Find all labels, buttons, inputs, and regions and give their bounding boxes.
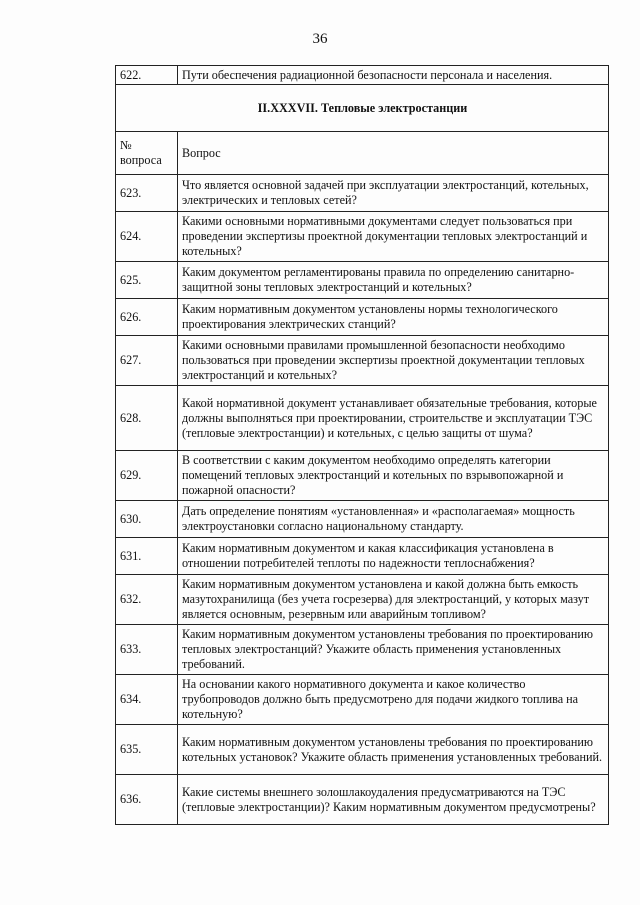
column-header-row (116, 132, 609, 175)
table-row (116, 299, 609, 336)
table-row (116, 501, 609, 538)
question-number: 634. (116, 675, 178, 725)
questions-table (115, 65, 609, 825)
column-header-question: Вопрос (178, 132, 609, 175)
question-text: Каким нормативным документом установлена и какой должна быть емкость мазутохранилища (без учета госрезерва) для электростанций, у которых мазут является основным, резервным или аварийным топливом? (178, 575, 609, 625)
question-text: Дать определение понятиям «установленная» и «располагаемая» мощность электроустановки согласно национальному стандарту. (178, 501, 609, 538)
question-number: 626. (116, 299, 178, 336)
question-text: В соответствии с каким документом необходимо определять категории помещений тепловых электростанций и котельных по взрывопожарной и пожарной опасности? (178, 451, 609, 501)
question-number: 628. (116, 386, 178, 451)
question-text: Пути обеспечения радиационной безопасности персонала и населения. (178, 66, 609, 85)
table-row (116, 386, 609, 451)
question-text: Каким документом регламентированы правила по определению санитарно-защитной зоны тепловых электростанций и котельных? (178, 262, 609, 299)
section-header-row (116, 85, 609, 132)
table-row (116, 725, 609, 775)
table-row (116, 262, 609, 299)
question-number: 624. (116, 212, 178, 262)
question-text: Каким нормативным документом и какая классификация установлена в отношении потребителей теплоты по надежности теплоснабжения? (178, 538, 609, 575)
table-row (116, 675, 609, 725)
question-text: Какими основными правилами промышленной безопасности необходимо пользоваться при проведении экспертизы проектной документации тепловых электростанций и котельных? (178, 336, 609, 386)
question-number: 632. (116, 575, 178, 625)
section-title: II.XXXVII. Тепловые электростанции (116, 85, 609, 132)
table-row (116, 212, 609, 262)
question-number: 622. (116, 66, 178, 85)
table-row (116, 451, 609, 501)
question-number: 635. (116, 725, 178, 775)
question-text: Какой нормативной документ устанавливает обязательные требования, которые должны выполняться при проектировании, строительстве и эксплуатации ТЭС (тепловые электростанции) и котельных, с целью защиты от шума? (178, 386, 609, 451)
question-text: Каким нормативным документом установлены требования по проектированию тепловых электростанций? Укажите область применения установленных требований. (178, 625, 609, 675)
question-number: 623. (116, 175, 178, 212)
question-number: 625. (116, 262, 178, 299)
table-row (116, 336, 609, 386)
table-row (116, 625, 609, 675)
question-text: Каким нормативным документом установлены требования по проектированию котельных установок? Укажите область применения установленных требований. (178, 725, 609, 775)
column-header-number: № вопроса (116, 132, 178, 175)
table-row (116, 175, 609, 212)
question-number: 629. (116, 451, 178, 501)
question-number: 633. (116, 625, 178, 675)
question-text: Какими основными нормативными документами следует пользоваться при проведении экспертизы проектной документации тепловых электростанций и котельных? (178, 212, 609, 262)
question-text: Что является основной задачей при эксплуатации электростанций, котельных, электрических и тепловых сетей? (178, 175, 609, 212)
table-row (116, 538, 609, 575)
question-number: 630. (116, 501, 178, 538)
question-text: На основании какого нормативного документа и какое количество трубопроводов должно быть предусмотрено для подачи жидкого топлива на котельную? (178, 675, 609, 725)
table-row (116, 66, 609, 85)
table-row (116, 575, 609, 625)
question-number: 627. (116, 336, 178, 386)
table-row (116, 775, 609, 825)
question-number: 636. (116, 775, 178, 825)
question-text: Какие системы внешнего золошлакоудаления предусматриваются на ТЭС (тепловые электростанции)? Каким нормативным документом предусмотрены? (178, 775, 609, 825)
question-text: Каким нормативным документом установлены нормы технологического проектирования электрических станций? (178, 299, 609, 336)
page-number: 36 (312, 31, 328, 47)
question-number: 631. (116, 538, 178, 575)
